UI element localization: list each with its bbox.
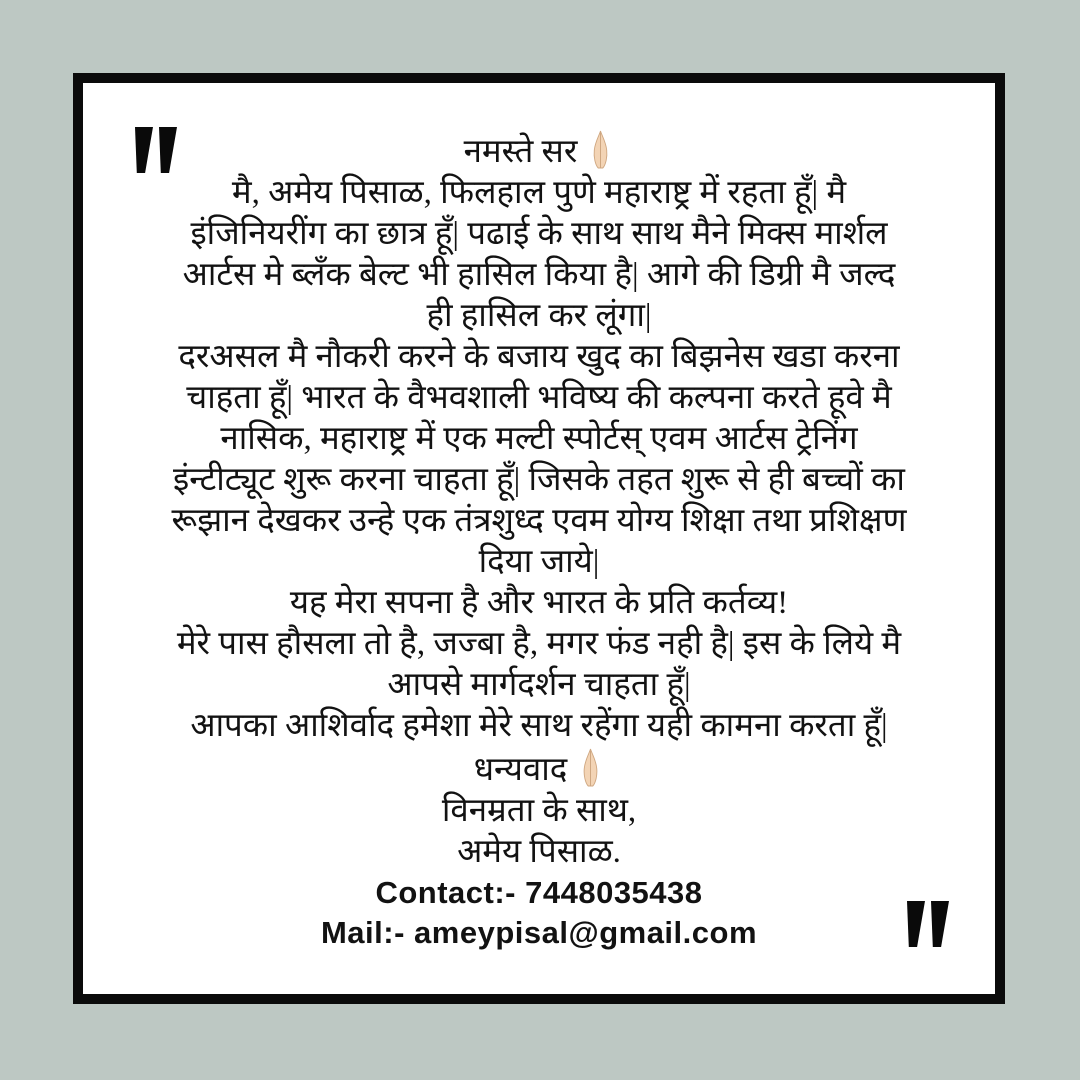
letter-card [73, 73, 1005, 1004]
letter-line: आपका आशिर्वाद हमेशा मेरे साथ रहेंगा यही कामना करता हूँ| [190, 708, 888, 744]
letter-body [99, 129, 979, 953]
signoff-line: विनम्रता के साथ, [441, 793, 637, 829]
letter-line: इंजिनियरींग का छात्र हूँ| पढाई के साथ साथ मैने मिक्स मार्शल [190, 216, 888, 252]
letter-line: दिया जाये| [478, 544, 600, 580]
contact-line: Contact:- 7448035438 [375, 875, 703, 910]
thanks-text: धन्यवाद [473, 752, 568, 788]
letter-line: नासिक, महाराष्ट्र में एक मल्टी स्पोर्टस् एवम आर्टस ट्रेनिंग [220, 421, 858, 457]
folded-hands-icon [577, 747, 604, 789]
letter-line: दरअसल मै नौकरी करने के बजाय खुद का बिझनेस खडा करना [178, 339, 900, 375]
greeting-line [99, 129, 979, 173]
letter-line: चाहता हूँ| भारत के वैभवशाली भविष्य की कल्पना करते हूवे मै [186, 380, 892, 416]
greeting-text: नमस्ते सर [463, 134, 578, 170]
folded-hands-icon [587, 129, 614, 171]
letter-line: आपसे मार्गदर्शन चाहता हूँ| [387, 667, 691, 703]
letter-line: रूझान देखकर उन्हे एक तंत्रशुध्द एवम योग्य शिक्षा तथा प्रशिक्षण [171, 503, 907, 539]
letter-line: यह मेरा सपना है और भारत के प्रति कर्तव्य! [289, 585, 789, 621]
letter-line: इंन्टीट्यूट शुरू करना चाहता हूँ| जिसके तहत शुरू से ही बच्चों का [173, 462, 905, 498]
letter-line: मेरे पास हौसला तो है, जज्बा है, मगर फंड नही है| इस के लिये मै [176, 626, 902, 662]
letter-line: आर्टस मे ब्लँक बेल्ट भी हासिल किया है| आगे की डिग्री मै जल्द [182, 257, 896, 293]
thanks-line [99, 747, 979, 791]
mail-line: Mail:- ameypisal@gmail.com [320, 915, 758, 950]
letter-line: मै, अमेय पिसाळ, फिलहाल पुणे महाराष्ट्र में रहता हूँ| मै [231, 175, 847, 211]
letter-line: ही हासिल कर लूंगा| [426, 298, 652, 334]
signature-line: अमेय पिसाळ. [457, 834, 621, 870]
